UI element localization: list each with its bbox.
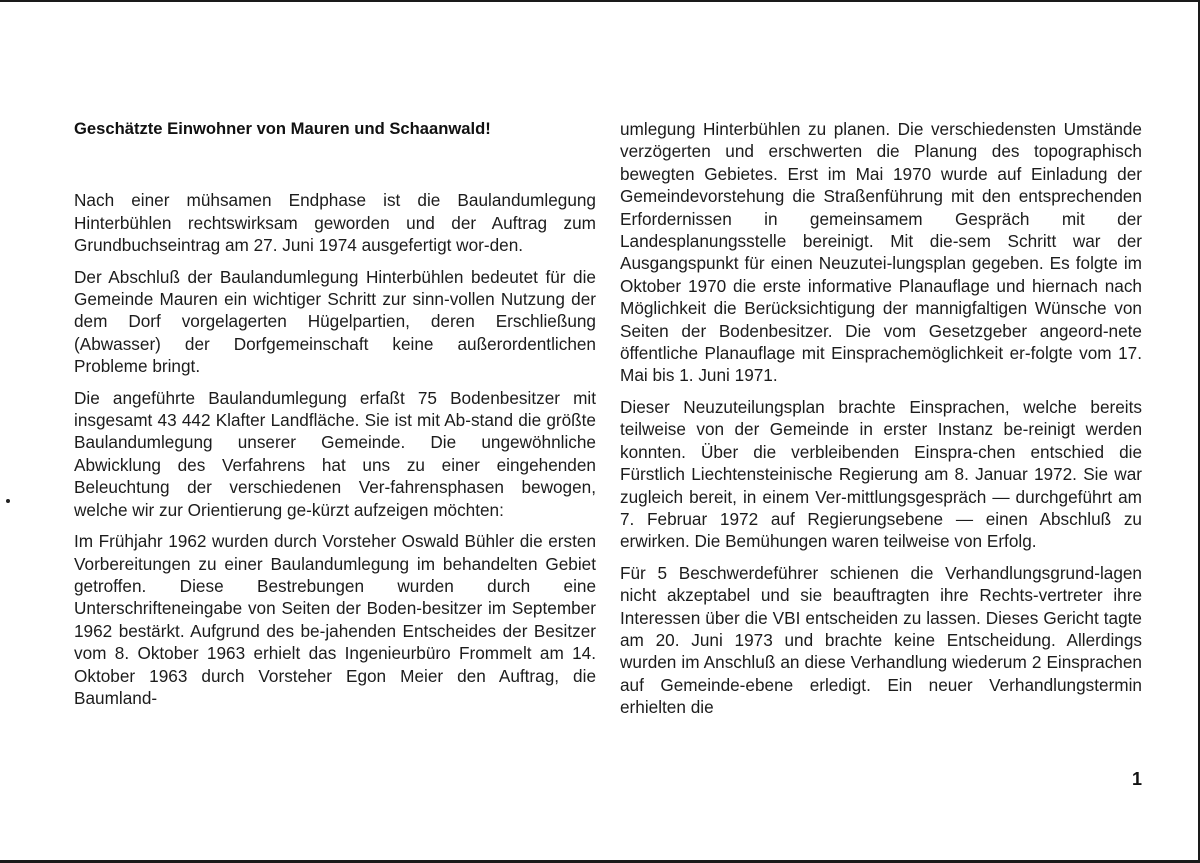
paragraph: Dieser Neuzuteilungsplan brachte Einsprachen, welche bereits teilweise von der Gemeinde in erster Instanz be-reinigt werden konnten. Über die verbleibenden Einspra-chen entschied die Fürstlich Liechtensteinische Regierung am 8. Januar 1972. Sie war zugleich bereit, in einem Ver-mittlungsgespräch — durchgeführt am 7. Februar 1972 auf Regierungsebene — einen Abschluß zu erwirken. Die Bemühungen waren teilweise von Erfolg. — [620, 396, 1142, 552]
paragraph: umlegung Hinterbühlen zu planen. Die verschiedensten Umstände verzögerten und erschwerten die Planung des topographisch bewegten Gebietes. Erst im Mai 1970 wurde auf Einladung der Gemeindevorstehung die Straßenführung mit den entsprechenden Erfordernissen in gemeinsamem Gespräch mit der Landesplanungsstelle bereinigt. Mit die-sem Schritt war der Ausgangspunkt für einen Neuzutei-lungsplan gegeben. Es folgte im Oktober 1970 die erste informative Planauflage und hiernach nach Möglichkeit die Berücksichtigung der mannigfaltigen Wünsche von Seiten der Bodenbesitzer. Die vom Gesetzgeber angeord-nete öffentliche Planauflage mit Einsprachemöglichkeit er-folgte vom 17. Mai bis 1. Juni 1971. — [620, 119, 1142, 386]
page-number: 1 — [1131, 769, 1142, 789]
letter-heading: Geschätzte Einwohner von Mauren und Schaanwald! — [74, 119, 491, 138]
paragraph: Der Abschluß der Baulandumlegung Hinterbühlen bedeutet für die Gemeinde Mauren ein wichtiger Schritt zur sinn-vollen Nutzung der dem Dorf vorgelagerten Hügelpartien, deren Erschließung (Abwasser) der Dorfgemeinschaft keine außerordentlichen Probleme bringt. — [74, 266, 596, 377]
paragraph: Die angeführte Baulandumlegung erfaßt 75 Bodenbesitzer mit insgesamt 43 442 Klafter Landfläche. Sie ist mit Ab-stand die größte Baulandumlegung unserer Gemeinde. Die ungewöhnliche Abwicklung des Verfahrens hat uns zu einer eingehenden Beleuchtung der verschiedenen Ver-fahrensphasen bewogen, welche wir zur Orientierung ge-kürzt aufzeigen möchten: — [74, 387, 596, 520]
left-column — [74, 118, 596, 718]
right-column — [620, 118, 1142, 728]
paragraph: Für 5 Beschwerdeführer schienen die Verhandlungsgrund-lagen nicht akzeptabel und sie beauftragten ihre Rechts-vertreter ihre Interessen über die VBI entscheiden zu lassen. Dieses Gericht tagte am 20. Juni 1973 und brachte keine Entscheidung. Allerdings wurden im Anschluß an diese Verhandlung wiederum 2 Einsprachen auf Gemeinde-ebene erledigt. Ein neuer Verhandlungstermin erhielten die — [620, 562, 1142, 718]
scan-speck — [6, 499, 10, 503]
paragraph: Im Frühjahr 1962 wurden durch Vorsteher Oswald Bühler die ersten Vorbereitungen zu einer Baulandumlegung im behandelten Gebiet getroffen. Diese Bestrebungen wurden durch eine Unterschrifteneingabe von Seiten der Boden-besitzer im September 1962 bestärkt. Aufgrund des be-jahenden Entscheides der Besitzer vom 8. Oktober 1963 erhielt das Ingenieurbüro Frommelt am 14. Oktober 1963 durch Vorsteher Egon Meier den Auftrag, die Baumland- — [74, 531, 596, 708]
paragraph: Nach einer mühsamen Endphase ist die Baulandumlegung Hinterbühlen rechtswirksam geworden und der Auftrag zum Grundbuchseintrag am 27. Juni 1974 ausgefertigt wor-den. — [74, 190, 596, 256]
